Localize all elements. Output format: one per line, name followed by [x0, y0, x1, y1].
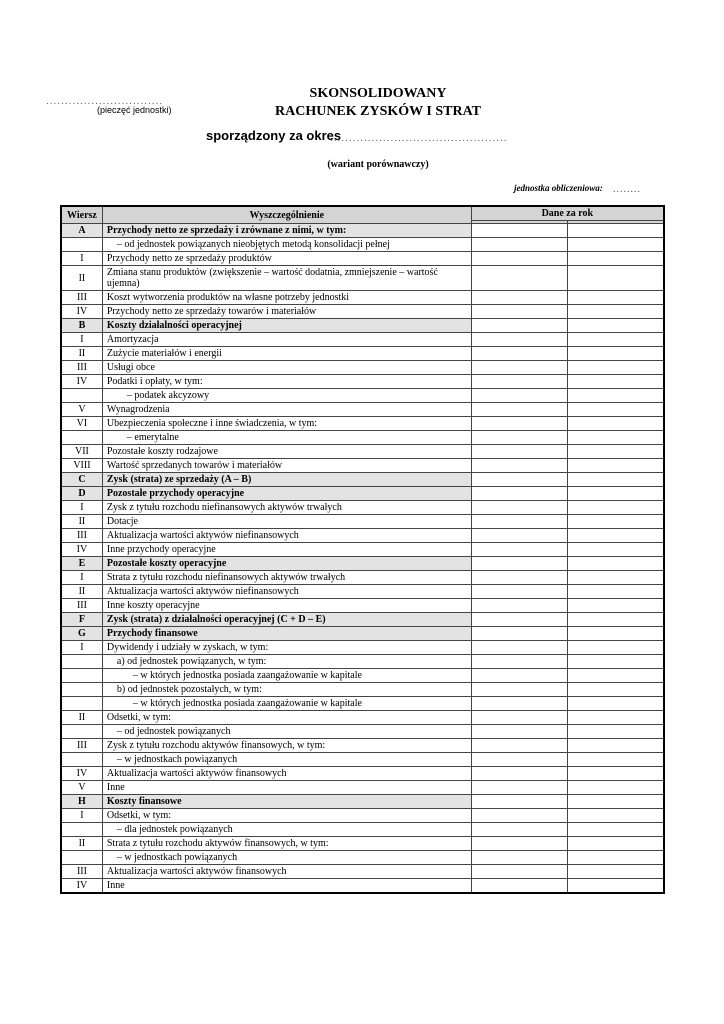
value-cell-year-1[interactable] [471, 599, 567, 613]
row-number: VI [61, 417, 102, 431]
value-cell-year-2[interactable] [567, 224, 664, 238]
row-description: Wynagrodzenia [102, 403, 471, 417]
row-number: B [61, 319, 102, 333]
row-description: Zysk z tytułu rozchodu niefinansowych aktywów trwałych [102, 501, 471, 515]
row-number: III [61, 865, 102, 879]
value-cell-year-1[interactable] [471, 627, 567, 641]
row-description: Ubezpieczenia społeczne i inne świadczenia, w tym: [102, 417, 471, 431]
table-row [61, 613, 664, 627]
row-description: Podatki i opłaty, w tym: [102, 375, 471, 389]
table-row [61, 501, 664, 515]
value-cell-year-1[interactable] [471, 431, 567, 445]
value-cell-year-1[interactable] [471, 252, 567, 266]
row-description: Odsetki, w tym: [102, 711, 471, 725]
row-description: Zysk (strata) z działalności operacyjnej (C + D – E) [102, 613, 471, 627]
table-row [61, 823, 664, 837]
row-description: Inne [102, 781, 471, 795]
value-cell-year-2[interactable] [567, 557, 664, 571]
row-number: G [61, 627, 102, 641]
value-cell-year-2[interactable] [567, 529, 664, 543]
column-header-row-id: Wiersz [61, 206, 102, 224]
row-number [61, 683, 102, 697]
table-header-row [61, 206, 664, 221]
value-cell-year-2[interactable] [567, 389, 664, 403]
value-cell-year-1[interactable] [471, 725, 567, 739]
table-row [61, 361, 664, 375]
row-number [61, 431, 102, 445]
row-number: II [61, 266, 102, 291]
document-title-line2: RACHUNEK ZYSKÓW I STRAT [274, 104, 482, 119]
row-description: Inne koszty operacyjne [102, 599, 471, 613]
row-number [61, 697, 102, 711]
row-description: Przychody finansowe [102, 627, 471, 641]
row-number: I [61, 252, 102, 266]
value-cell-year-1[interactable] [471, 823, 567, 837]
row-number: III [61, 529, 102, 543]
table-row [61, 515, 664, 529]
table-row [61, 879, 664, 894]
value-cell-year-2[interactable] [567, 291, 664, 305]
value-cell-year-2[interactable] [567, 543, 664, 557]
row-description: – emerytalne [102, 431, 471, 445]
period-label: sporządzony za okres [206, 128, 342, 143]
value-cell-year-1[interactable] [471, 571, 567, 585]
row-number: I [61, 571, 102, 585]
value-cell-year-1[interactable] [471, 361, 567, 375]
table-row [61, 431, 664, 445]
value-cell-year-2[interactable] [567, 781, 664, 795]
table-row [61, 459, 664, 473]
value-cell-year-2[interactable] [567, 599, 664, 613]
value-cell-year-2[interactable] [567, 865, 664, 879]
value-cell-year-1[interactable] [471, 585, 567, 599]
unit-field[interactable]: ........ [613, 184, 641, 195]
row-description: Wartość sprzedanych towarów i materiałów [102, 459, 471, 473]
table-row [61, 389, 664, 403]
row-description: – w jednostkach powiązanych [102, 851, 471, 865]
table-row [61, 238, 664, 252]
value-cell-year-2[interactable] [567, 795, 664, 809]
row-number: II [61, 711, 102, 725]
value-cell-year-1[interactable] [471, 781, 567, 795]
value-cell-year-2[interactable] [567, 459, 664, 473]
row-number [61, 389, 102, 403]
row-number [61, 753, 102, 767]
row-number [61, 725, 102, 739]
row-number: I [61, 641, 102, 655]
table-row [61, 543, 664, 557]
variant-label: (wariant porównawczy) [327, 159, 429, 170]
row-description: Aktualizacja wartości aktywów finansowych [102, 865, 471, 879]
row-description: Koszty działalności operacyjnej [102, 319, 471, 333]
table-row [61, 305, 664, 319]
row-description: Usługi obce [102, 361, 471, 375]
table-row [61, 347, 664, 361]
row-description: a) od jednostek powiązanych, w tym: [102, 655, 471, 669]
value-cell-year-1[interactable] [471, 557, 567, 571]
row-description: Zysk (strata) ze sprzedaży (A – B) [102, 473, 471, 487]
value-cell-year-2[interactable] [567, 571, 664, 585]
row-description: – dla jednostek powiązanych [102, 823, 471, 837]
value-cell-year-2[interactable] [567, 613, 664, 627]
row-description: Inne przychody operacyjne [102, 543, 471, 557]
row-description: Zużycie materiałów i energii [102, 347, 471, 361]
row-number: III [61, 599, 102, 613]
value-cell-year-2[interactable] [567, 361, 664, 375]
row-number: IV [61, 879, 102, 894]
row-description: Zysk z tytułu rozchodu aktywów finansowych, w tym: [102, 739, 471, 753]
value-cell-year-1[interactable] [471, 655, 567, 669]
value-cell-year-2[interactable] [567, 515, 664, 529]
table-row [61, 837, 664, 851]
table-row [61, 627, 664, 641]
stamp-placeholder: ............................... [46, 96, 164, 107]
table-row [61, 655, 664, 669]
table-row [61, 795, 664, 809]
value-cell-year-2[interactable] [567, 851, 664, 865]
value-cell-year-1[interactable] [471, 473, 567, 487]
table-row [61, 725, 664, 739]
value-cell-year-1[interactable] [471, 669, 567, 683]
value-cell-year-2[interactable] [567, 837, 664, 851]
row-description: Pozostałe przychody operacyjne [102, 487, 471, 501]
row-description: – od jednostek powiązanych nieobjętych metodą konsolidacji pełnej [102, 238, 471, 252]
row-number [61, 655, 102, 669]
value-cell-year-1[interactable] [471, 753, 567, 767]
value-cell-year-1[interactable] [471, 529, 567, 543]
table-row [61, 445, 664, 459]
value-cell-year-1[interactable] [471, 809, 567, 823]
row-number: III [61, 291, 102, 305]
value-cell-year-1[interactable] [471, 403, 567, 417]
value-cell-year-2[interactable] [567, 823, 664, 837]
row-number: I [61, 333, 102, 347]
row-number: V [61, 781, 102, 795]
table-row [61, 375, 664, 389]
value-cell-year-1[interactable] [471, 851, 567, 865]
row-number [61, 238, 102, 252]
row-description: Przychody netto ze sprzedaży produktów [102, 252, 471, 266]
stamp-label: (pieczęć jednostki) [97, 105, 172, 115]
table-row [61, 417, 664, 431]
row-number: II [61, 515, 102, 529]
value-cell-year-2[interactable] [567, 375, 664, 389]
row-number: A [61, 224, 102, 238]
value-cell-year-1[interactable] [471, 879, 567, 894]
value-cell-year-2[interactable] [567, 305, 664, 319]
table-row [61, 266, 664, 291]
value-cell-year-2[interactable] [567, 767, 664, 781]
value-cell-year-2[interactable] [567, 655, 664, 669]
value-cell-year-2[interactable] [567, 333, 664, 347]
value-cell-year-1[interactable] [471, 865, 567, 879]
table-row [61, 529, 664, 543]
table-row [61, 571, 664, 585]
table-row [61, 669, 664, 683]
row-description: Przychody netto ze sprzedaży i zrównane z nimi, w tym: [102, 224, 471, 238]
row-description: Koszty finansowe [102, 795, 471, 809]
value-cell-year-2[interactable] [567, 879, 664, 894]
table-row [61, 781, 664, 795]
row-description: Koszt wytworzenia produktów na własne potrzeby jednostki [102, 291, 471, 305]
row-number: IV [61, 375, 102, 389]
value-cell-year-2[interactable] [567, 473, 664, 487]
value-cell-year-1[interactable] [471, 501, 567, 515]
value-cell-year-2[interactable] [567, 252, 664, 266]
row-description: – od jednostek powiązanych [102, 725, 471, 739]
row-description: Amortyzacja [102, 333, 471, 347]
column-header-data: Dane za rok [471, 206, 664, 221]
row-number: VII [61, 445, 102, 459]
row-number: V [61, 403, 102, 417]
value-cell-year-1[interactable] [471, 837, 567, 851]
value-cell-year-2[interactable] [567, 266, 664, 291]
value-cell-year-2[interactable] [567, 319, 664, 333]
row-description: Strata z tytułu rozchodu niefinansowych aktywów trwałych [102, 571, 471, 585]
row-number: II [61, 585, 102, 599]
document-title-line1: SKONSOLIDOWANY [309, 86, 447, 101]
row-number: I [61, 809, 102, 823]
table-row [61, 809, 664, 823]
table-row [61, 865, 664, 879]
row-description: Aktualizacja wartości aktywów finansowych [102, 767, 471, 781]
table-row [61, 403, 664, 417]
table-row [61, 291, 664, 305]
row-description: Przychody netto ze sprzedaży towarów i materiałów [102, 305, 471, 319]
column-header-description: Wyszczególnienie [102, 206, 471, 224]
row-description: – podatek akcyzowy [102, 389, 471, 403]
table-row [61, 319, 664, 333]
row-number: III [61, 739, 102, 753]
row-description: Inne [102, 879, 471, 894]
row-number: II [61, 837, 102, 851]
value-cell-year-1[interactable] [471, 417, 567, 431]
value-cell-year-1[interactable] [471, 683, 567, 697]
row-number: II [61, 347, 102, 361]
row-number [61, 851, 102, 865]
value-cell-year-1[interactable] [471, 347, 567, 361]
table-row [61, 333, 664, 347]
row-number: IV [61, 767, 102, 781]
table-body [61, 224, 664, 894]
value-cell-year-1[interactable] [471, 459, 567, 473]
value-cell-year-2[interactable] [567, 487, 664, 501]
row-description: – w których jednostka posiada zaangażowanie w kapitale [102, 669, 471, 683]
row-description: Strata z tytułu rozchodu aktywów finansowych, w tym: [102, 837, 471, 851]
table-row [61, 585, 664, 599]
row-number: I [61, 501, 102, 515]
value-cell-year-1[interactable] [471, 613, 567, 627]
value-cell-year-1[interactable] [471, 224, 567, 238]
value-cell-year-2[interactable] [567, 697, 664, 711]
row-description: Aktualizacja wartości aktywów niefinansowych [102, 585, 471, 599]
value-cell-year-2[interactable] [567, 585, 664, 599]
table-row [61, 599, 664, 613]
table-row [61, 753, 664, 767]
row-number: C [61, 473, 102, 487]
row-number: E [61, 557, 102, 571]
row-number: D [61, 487, 102, 501]
row-description: Odsetki, w tym: [102, 809, 471, 823]
table-row [61, 487, 664, 501]
table-row [61, 697, 664, 711]
row-number: H [61, 795, 102, 809]
row-description: – w których jednostka posiada zaangażowanie w kapitale [102, 697, 471, 711]
value-cell-year-2[interactable] [567, 238, 664, 252]
row-number: F [61, 613, 102, 627]
row-number: III [61, 361, 102, 375]
income-statement-table [60, 205, 665, 894]
value-cell-year-2[interactable] [567, 753, 664, 767]
value-cell-year-2[interactable] [567, 403, 664, 417]
value-cell-year-1[interactable] [471, 739, 567, 753]
table-row [61, 851, 664, 865]
row-description: Zmiana stanu produktów (zwiększenie – wartość dodatnia, zmniejszenie – wartość ujemna) [102, 266, 471, 291]
value-cell-year-2[interactable] [567, 809, 664, 823]
row-number: IV [61, 305, 102, 319]
value-cell-year-1[interactable] [471, 266, 567, 291]
value-cell-year-2[interactable] [567, 445, 664, 459]
value-cell-year-1[interactable] [471, 697, 567, 711]
value-cell-year-1[interactable] [471, 389, 567, 403]
value-cell-year-2[interactable] [567, 641, 664, 655]
value-cell-year-1[interactable] [471, 543, 567, 557]
row-description: Dotacje [102, 515, 471, 529]
table-row [61, 224, 664, 238]
value-cell-year-2[interactable] [567, 683, 664, 697]
row-number: IV [61, 543, 102, 557]
table-row [61, 252, 664, 266]
period-field[interactable]: ............................................... [330, 133, 508, 144]
unit-label: jednostka obliczeniowa: [514, 183, 603, 193]
value-cell-year-2[interactable] [567, 501, 664, 515]
value-cell-year-2[interactable] [567, 739, 664, 753]
row-description: b) od jednostek pozostałych, w tym: [102, 683, 471, 697]
value-cell-year-2[interactable] [567, 711, 664, 725]
row-number: VIII [61, 459, 102, 473]
value-cell-year-1[interactable] [471, 333, 567, 347]
value-cell-year-2[interactable] [567, 725, 664, 739]
value-cell-year-1[interactable] [471, 375, 567, 389]
value-cell-year-1[interactable] [471, 641, 567, 655]
value-cell-year-2[interactable] [567, 627, 664, 641]
value-cell-year-2[interactable] [567, 347, 664, 361]
value-cell-year-2[interactable] [567, 417, 664, 431]
table-row [61, 767, 664, 781]
value-cell-year-2[interactable] [567, 431, 664, 445]
value-cell-year-2[interactable] [567, 669, 664, 683]
row-description: Dywidendy i udziały w zyskach, w tym: [102, 641, 471, 655]
row-description: Aktualizacja wartości aktywów niefinansowych [102, 529, 471, 543]
row-description: Pozostałe koszty rodzajowe [102, 445, 471, 459]
table-row [61, 683, 664, 697]
table-row [61, 711, 664, 725]
table-row [61, 557, 664, 571]
row-number [61, 823, 102, 837]
row-description: – w jednostkach powiązanych [102, 753, 471, 767]
value-cell-year-1[interactable] [471, 445, 567, 459]
value-cell-year-1[interactable] [471, 711, 567, 725]
value-cell-year-1[interactable] [471, 515, 567, 529]
value-cell-year-1[interactable] [471, 305, 567, 319]
value-cell-year-1[interactable] [471, 319, 567, 333]
value-cell-year-1[interactable] [471, 238, 567, 252]
value-cell-year-1[interactable] [471, 767, 567, 781]
table-row [61, 473, 664, 487]
table-row [61, 641, 664, 655]
value-cell-year-1[interactable] [471, 795, 567, 809]
table-row [61, 739, 664, 753]
row-number [61, 669, 102, 683]
row-description: Pozostałe koszty operacyjne [102, 557, 471, 571]
value-cell-year-1[interactable] [471, 487, 567, 501]
value-cell-year-1[interactable] [471, 291, 567, 305]
